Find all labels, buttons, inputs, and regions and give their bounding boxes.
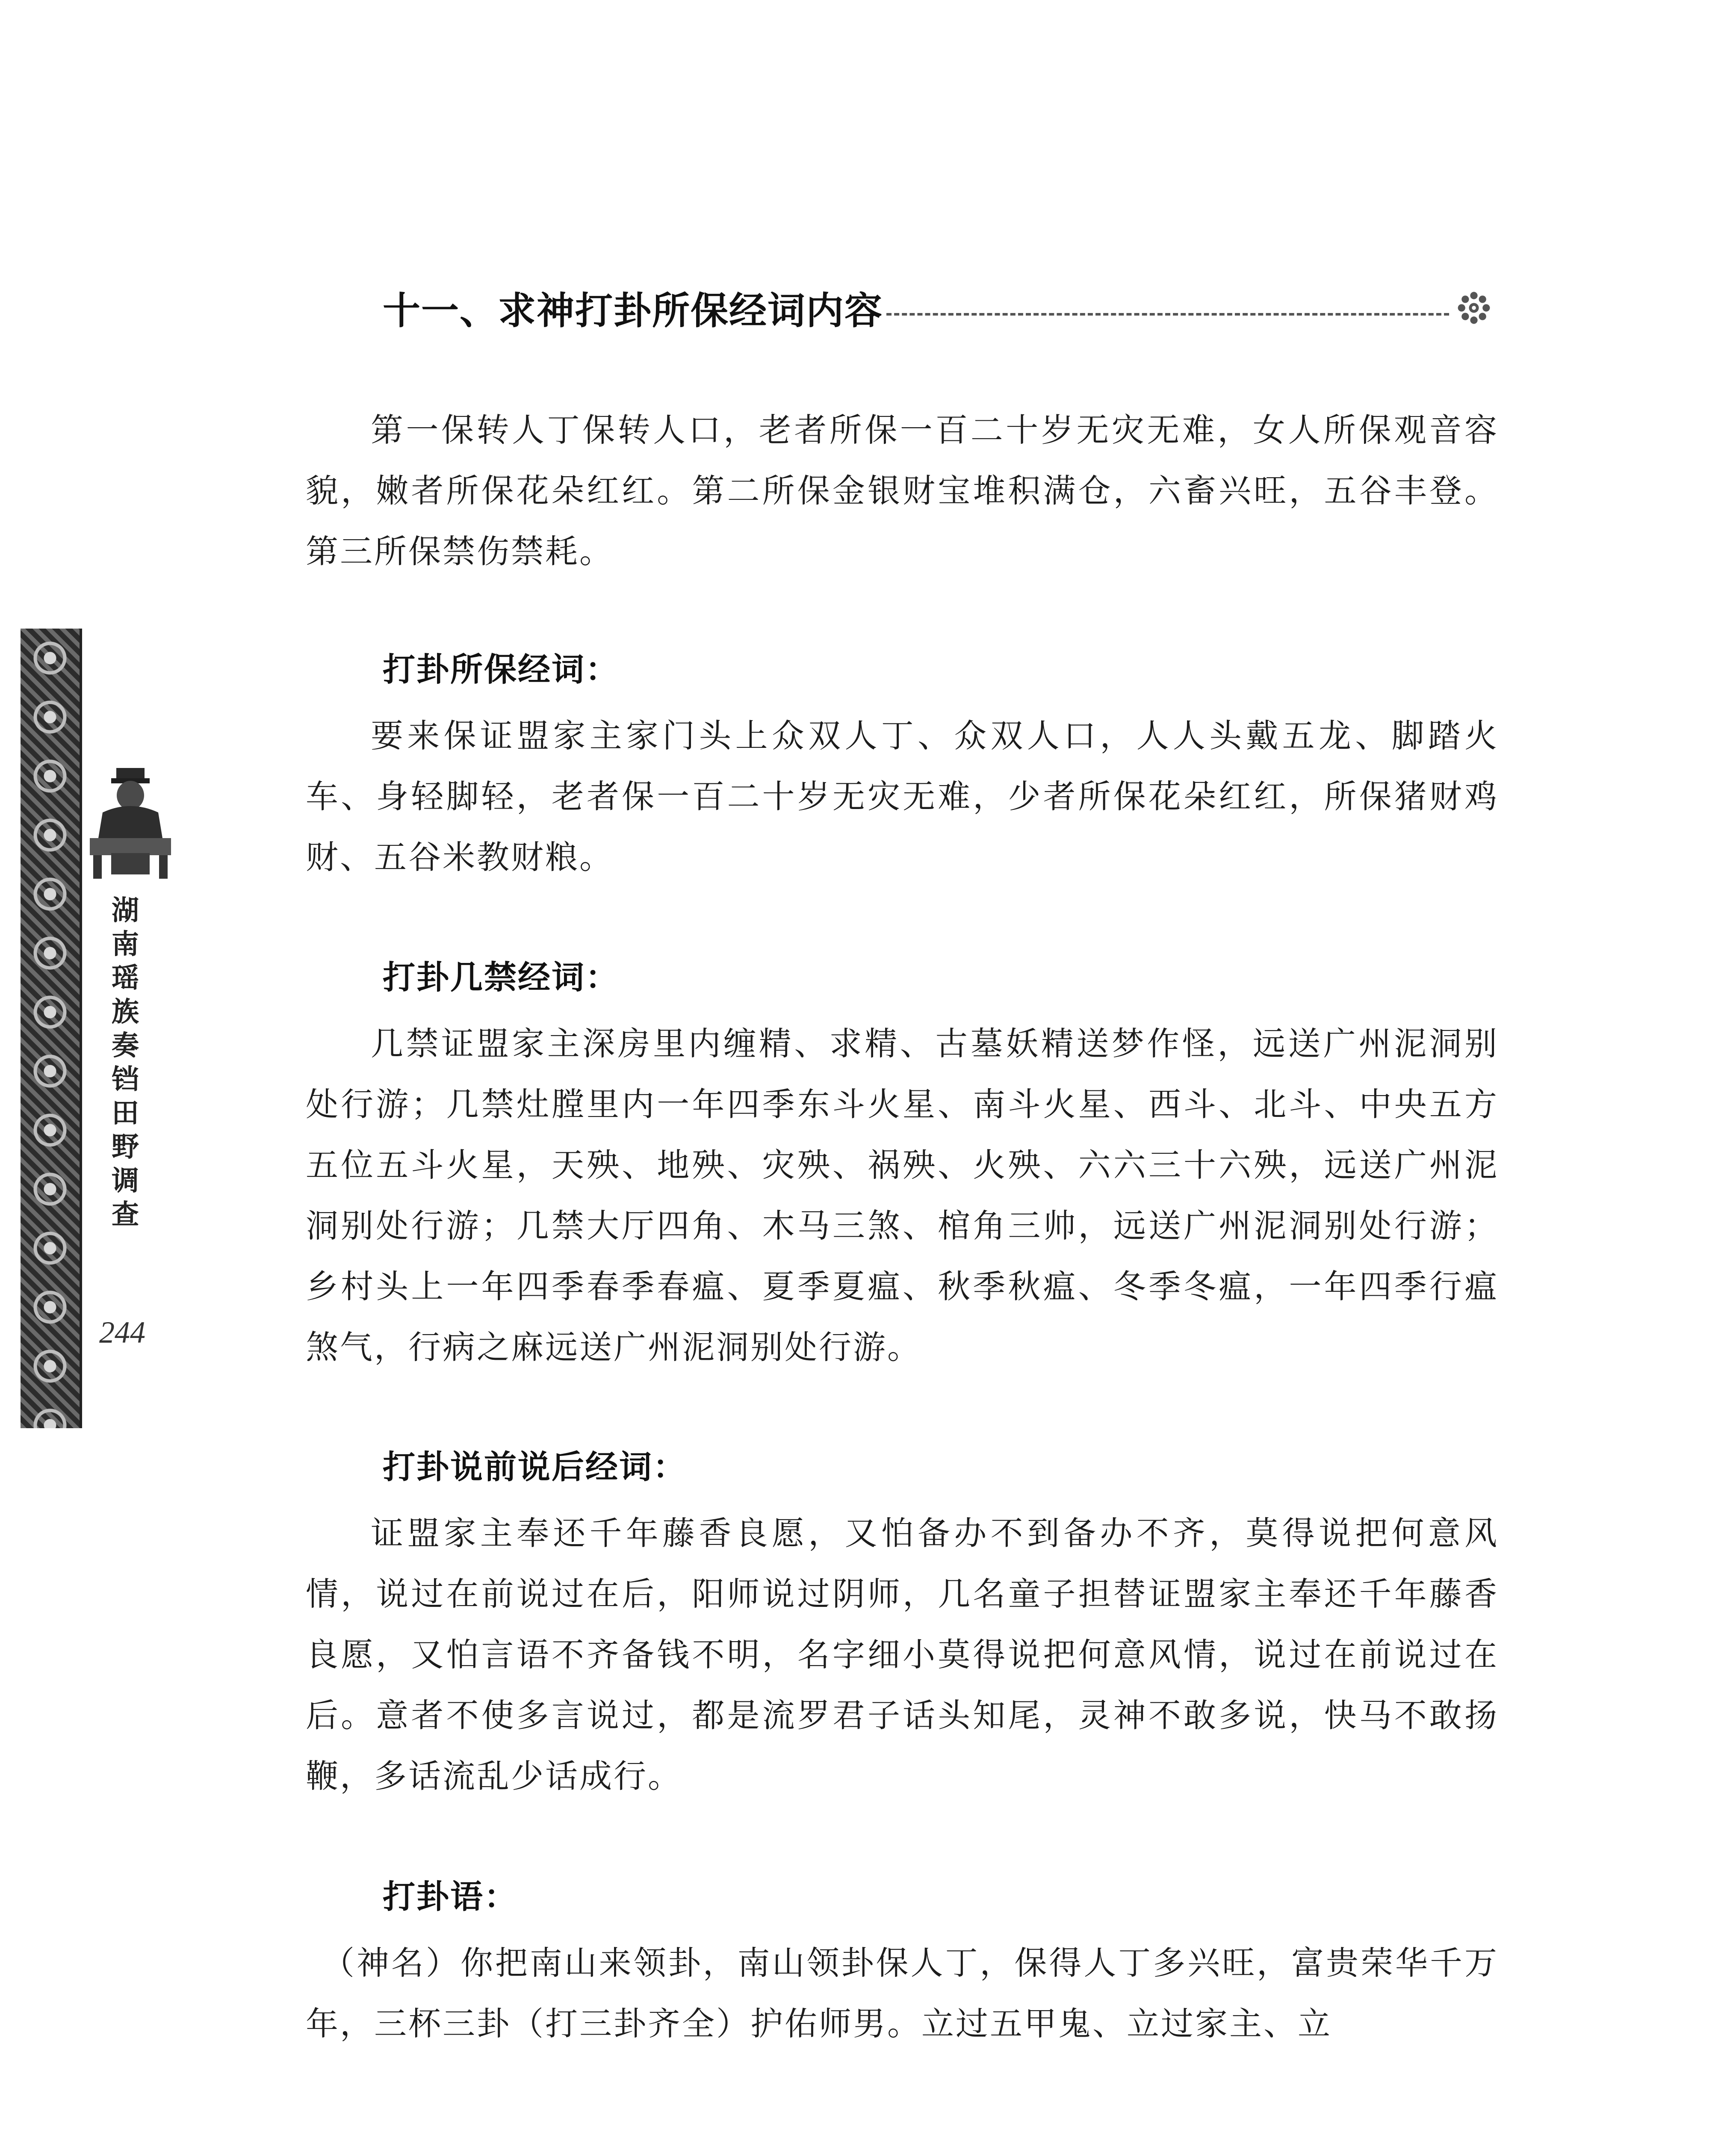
bao-heading: 打卦所保经词： bbox=[383, 650, 619, 688]
decorative-border-strip bbox=[21, 629, 82, 1428]
intro-paragraph: 第一保转人丁保转人口，老者所保一百二十岁无灾无难，女人所保观音容貌，嫩者所保花朵红红。第二所保金银财宝堆积满仓，六畜兴旺，五谷丰登。第三所保禁伤禁耗。 bbox=[306, 411, 1499, 570]
bao-paragraph: 要来保证盟家主家门头上众双人丁、众双人口，人人头戴五龙、脚踏火车、身轻脚轻，老者保一百二十岁无灾无难，少者所保花朵红红，所保猪财鸡财、五谷米教财粮。 bbox=[306, 717, 1499, 876]
book-title-vertical: 湖 南 瑶 族 奏 铛 田 野 调 查 bbox=[112, 895, 139, 1231]
seated-figure-illustration bbox=[86, 765, 175, 881]
yu-heading: 打卦语： bbox=[383, 1878, 518, 1916]
shuo-paragraph: 证盟家主奉还千年藤香良愿，又怕备办不到备办不齐，莫得说把何意风情，说过在前说过在后，阳师说过阴师，几名童子担替证盟家主奉还千年藤香良愿，又怕言语不齐备钱不明，名字细小莫得说把何意风情，说过在前说过在后。意者不使多言说过，都是流罗君子话头知尾，灵神不敢多说，快马不敢扬鞭，多话流乱少话成行。 bbox=[306, 1514, 1499, 1795]
title-dotted-leader bbox=[886, 313, 1449, 316]
yu-paragraph: （神名）你把南山来领卦，南山领卦保人丁，保得人丁多兴旺，富贵荣华千万年，三杯三卦（打三卦齐全）护佑师男。立过五甲鬼、立过家主、立 bbox=[306, 1944, 1499, 2043]
jin-paragraph: 几禁证盟家主深房里内缠精、求精、古墓妖精送梦作怪，远送广州泥洞别处行游；几禁灶膛里内一年四季东斗火星、南斗火星、西斗、北斗、中央五方五位五斗火星，天殃、地殃、灾殃、祸殃、火殃、六六三十六殃，远送广州泥洞别处行游；几禁大厅四角、木马三煞、棺角三帅，远送广州泥洞别处行游；乡村头上一年四季春季春瘟、夏季夏瘟、秋季秋瘟、冬季冬瘟，一年四季行瘟煞气，行病之麻远送广州泥洞别处行游。 bbox=[306, 1025, 1499, 1366]
section-title: 十一、求神打卦所保经词内容 bbox=[383, 289, 883, 333]
shuo-heading: 打卦说前说后经词： bbox=[383, 1448, 687, 1486]
page-number: 244 bbox=[99, 1315, 145, 1350]
jin-heading: 打卦几禁经词： bbox=[383, 958, 619, 996]
flower-ornament-icon bbox=[1453, 287, 1494, 328]
section-title-row bbox=[383, 282, 1494, 334]
